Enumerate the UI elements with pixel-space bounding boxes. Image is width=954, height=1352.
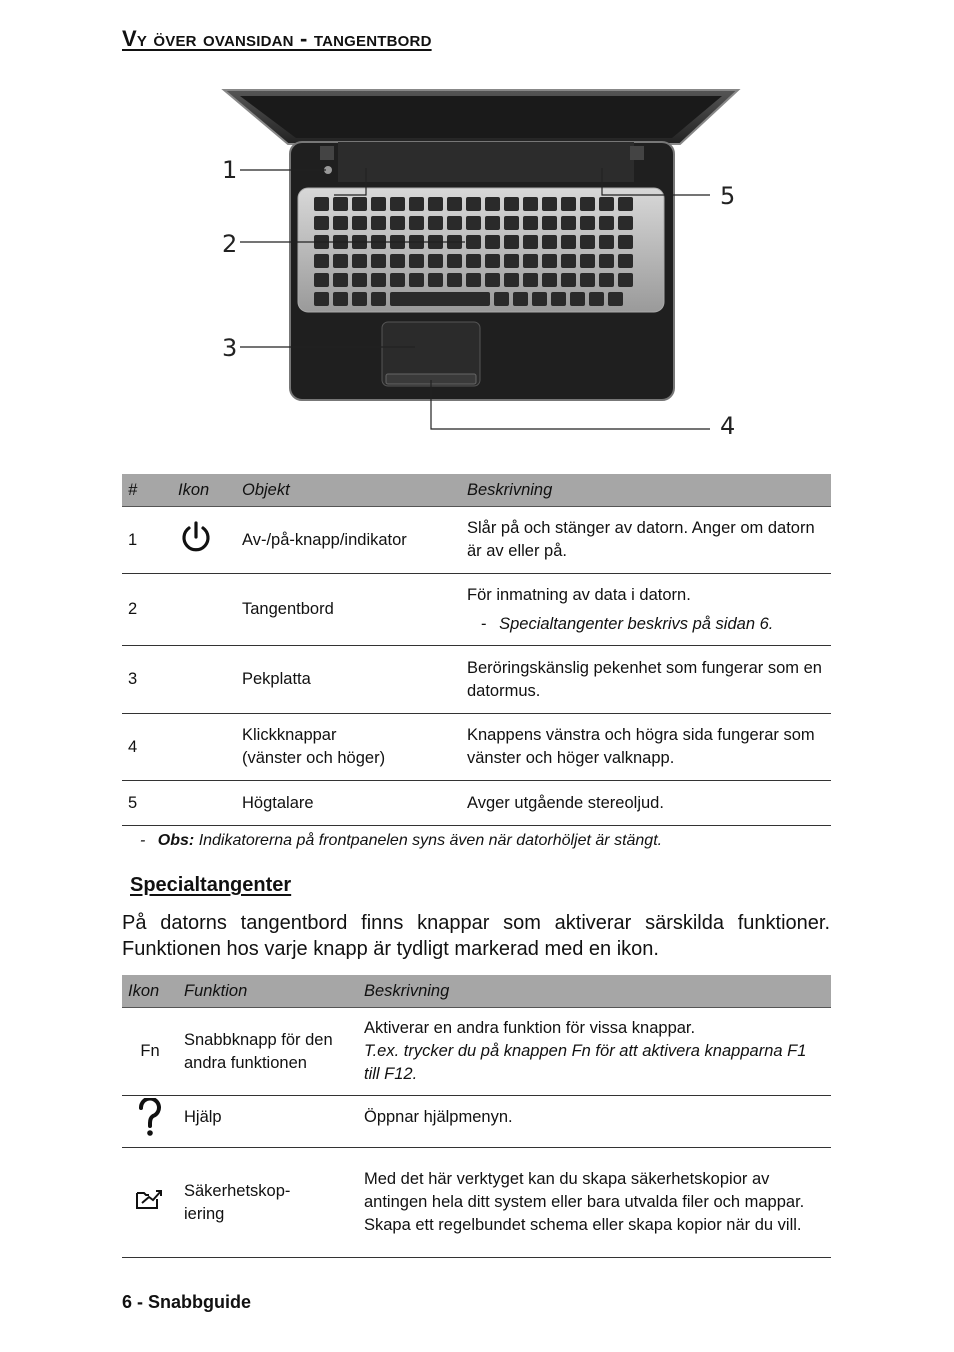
- keyboard-key: [466, 235, 481, 249]
- keyboard-key: [504, 235, 519, 249]
- keyboard-key: [580, 197, 595, 211]
- keyboard-key: [532, 292, 547, 306]
- callout-4: 4: [720, 412, 736, 440]
- keyboard-key: [428, 273, 443, 287]
- col-header-function: Funktion: [178, 975, 358, 1008]
- col-header-description: Beskrivning: [358, 975, 831, 1008]
- keyboard-key: [314, 292, 329, 306]
- keyboard-key: [485, 273, 500, 287]
- table-row: [122, 1148, 831, 1258]
- section-heading: Specialtangenter: [130, 874, 292, 896]
- backup-icon: [135, 1187, 165, 1211]
- callout-5: 5: [720, 182, 736, 210]
- keyboard-key: [618, 273, 633, 287]
- keyboard-key: [599, 216, 614, 230]
- row-number: 4: [122, 714, 172, 781]
- keyboard-key: [618, 235, 633, 249]
- keyboard-key: [504, 197, 519, 211]
- keyboard-key: [599, 197, 614, 211]
- section-intro: På datorns tangentbord finns knappar som aktiverar särskilda funktioner. Funktionen hos varje knapp är tydligt markerad med en ikon.: [122, 912, 830, 960]
- row-description: Öppnar hjälpmenyn.: [358, 1096, 831, 1148]
- keyboard-key: [352, 197, 367, 211]
- table-row: [122, 507, 831, 574]
- row-description: Knappens vänstra och högra sida fungerar som vänster och höger valknapp.: [461, 714, 831, 781]
- keyboard-key: [542, 235, 557, 249]
- keyboard-key: [314, 254, 329, 268]
- keyboard-key: [352, 292, 367, 306]
- keyboard-key: [599, 254, 614, 268]
- keyboard-key: [561, 216, 576, 230]
- keyboard-key: [333, 273, 348, 287]
- keyboard-key: [513, 292, 528, 306]
- col-header-icon: Ikon: [122, 975, 178, 1008]
- keyboard-key: [466, 273, 481, 287]
- callout-1: 1: [222, 156, 238, 184]
- keyboard-key: [561, 273, 576, 287]
- keyboard-key: [542, 273, 557, 287]
- keyboard-key: [504, 216, 519, 230]
- row-function: Säkerhetskop- iering: [178, 1148, 358, 1258]
- keyboard-key: [314, 216, 329, 230]
- keyboard-key: [542, 216, 557, 230]
- keyboard-key: [428, 254, 443, 268]
- keyboard-key: [485, 254, 500, 268]
- row-object: Klickknappar (vänster och höger): [236, 714, 461, 781]
- keyboard-key: [618, 216, 633, 230]
- keyboard-key: [599, 235, 614, 249]
- page-footer: 6 - Snabbguide: [122, 1292, 252, 1312]
- keyboard-key: [485, 235, 500, 249]
- keyboard-key: [409, 273, 424, 287]
- row-number: 2: [122, 574, 172, 646]
- keyboard-key: [428, 197, 443, 211]
- row-object: Högtalare: [236, 781, 461, 826]
- keyboard-key: [618, 197, 633, 211]
- row-description-text: För inmatning av data i datorn.: [467, 585, 691, 604]
- table-row: [122, 714, 831, 781]
- keyboard-key: [390, 292, 490, 306]
- keyboard-key: [523, 216, 538, 230]
- row-description: [461, 574, 831, 646]
- keyboard-key: [447, 197, 462, 211]
- keyboard-key: [542, 254, 557, 268]
- row-number: 1: [122, 507, 172, 574]
- keyboard-key: [494, 292, 509, 306]
- table-row: [122, 646, 831, 714]
- keyboard-key: [333, 292, 348, 306]
- keyboard-key: [466, 216, 481, 230]
- help-question-icon: [137, 1098, 163, 1138]
- keyboard-key: [608, 292, 623, 306]
- keyboard-key: [580, 254, 595, 268]
- keyboard-key: [409, 254, 424, 268]
- row-object: Pekplatta: [236, 646, 461, 714]
- icon-cell: [122, 1096, 178, 1148]
- row-description: Beröringskänslig pekenhet som fungerar som en datormus.: [461, 646, 831, 714]
- keyboard-key: [561, 254, 576, 268]
- row-description: Aktiverar en andra funktion för vissa knappar. T.ex. trycker du på knappen Fn för att aktivera knapparna F1 till F12.: [358, 1008, 831, 1096]
- row-description: Slår på och stänger av datorn. Anger om datorn är av eller på.: [461, 507, 831, 574]
- keyboard-key: [428, 216, 443, 230]
- keyboard-key: [466, 197, 481, 211]
- keyboard-key: [523, 273, 538, 287]
- sub-bullet: - Specialtangenter beskrivs på sidan 6.: [481, 614, 774, 633]
- col-header-object: Objekt: [236, 474, 461, 507]
- keyboard-key: [447, 254, 462, 268]
- keyboard-key: [371, 216, 386, 230]
- table-row: [122, 1096, 831, 1148]
- row-description: Avger utgående stereoljud.: [461, 781, 831, 826]
- page-title: Vy över ovansidan - tangentbord: [122, 26, 432, 51]
- keyboard-key: [390, 273, 405, 287]
- row-description: Med det här verktyget kan du skapa säkerhetskopior av antingen hela ditt system eller bara utvalda filer och mappar. Skapa ett regelbundet schema eller skapa kopior när du vill.: [358, 1148, 831, 1258]
- components-table: [122, 474, 831, 826]
- fn-key-label: Fn: [122, 1008, 178, 1096]
- keyboard-key: [352, 216, 367, 230]
- keyboard-key: [485, 216, 500, 230]
- keyboard-key: [523, 197, 538, 211]
- col-header-description: Beskrivning: [461, 474, 831, 507]
- keyboard-key: [570, 292, 585, 306]
- keyboard-key: [333, 254, 348, 268]
- row-object: Tangentbord: [236, 574, 461, 646]
- keyboard-key: [314, 197, 329, 211]
- note: - Obs: Indikatorerna på frontpanelen syns även när datorhöljet är stängt.: [140, 832, 663, 849]
- keyboard-key: [504, 254, 519, 268]
- callout-3: 3: [222, 334, 238, 362]
- keyboard-key: [447, 273, 462, 287]
- keyboard-key: [523, 235, 538, 249]
- keyboard-key: [618, 254, 633, 268]
- icon-cell: [172, 507, 236, 574]
- keyboard-key: [352, 254, 367, 268]
- icon-cell: [122, 1148, 178, 1258]
- keyboard-key: [371, 197, 386, 211]
- table-header-row: [122, 975, 831, 1008]
- row-number: 5: [122, 781, 172, 826]
- keyboard-key: [485, 197, 500, 211]
- sub-bullet-text: Specialtangenter beskrivs på sidan 6.: [499, 614, 774, 633]
- keyboard-key: [371, 273, 386, 287]
- keyboard-key: [580, 273, 595, 287]
- keyboard-key: [314, 273, 329, 287]
- special-keys-table: [122, 975, 831, 1258]
- row-number: 3: [122, 646, 172, 714]
- row-function: Snabbknapp för den andra funktionen: [178, 1008, 358, 1096]
- keyboard-key: [333, 216, 348, 230]
- keyboard-key: [390, 216, 405, 230]
- power-icon: [178, 519, 214, 555]
- keyboard-key: [580, 235, 595, 249]
- keyboard-key: [352, 273, 367, 287]
- note-text: Indikatorerna på frontpanelen syns även när datorhöljet är stängt.: [198, 832, 663, 849]
- table-row: [122, 781, 831, 826]
- keyboard-key: [409, 197, 424, 211]
- keyboard-key: [390, 254, 405, 268]
- keyboard-key: [409, 216, 424, 230]
- col-header-icon: Ikon: [172, 474, 236, 507]
- keyboard-key: [542, 197, 557, 211]
- keyboard-key: [561, 235, 576, 249]
- keyboard-key: [371, 254, 386, 268]
- laptop-illustration: [210, 82, 750, 442]
- keyboard-key: [580, 216, 595, 230]
- keyboard-key: [561, 197, 576, 211]
- keyboard-key: [551, 292, 566, 306]
- row-function: Hjälp: [178, 1096, 358, 1148]
- table-row: [122, 1008, 831, 1096]
- row-object: Av-/på-knapp/indikator: [236, 507, 461, 574]
- table-row: [122, 574, 831, 646]
- keyboard-key: [466, 254, 481, 268]
- keyboard-key: [447, 216, 462, 230]
- keyboard-key: [523, 254, 538, 268]
- keyboard-key: [599, 273, 614, 287]
- keyboard-key: [504, 273, 519, 287]
- keyboard-key: [371, 292, 386, 306]
- col-header-number: #: [122, 474, 172, 507]
- table-header-row: [122, 474, 831, 507]
- note-label: Obs:: [157, 832, 195, 849]
- keyboard-key: [589, 292, 604, 306]
- callout-2: 2: [222, 230, 238, 258]
- laptop-top-view-figure: [210, 82, 750, 442]
- keyboard-key: [333, 197, 348, 211]
- keyboard-key: [390, 197, 405, 211]
